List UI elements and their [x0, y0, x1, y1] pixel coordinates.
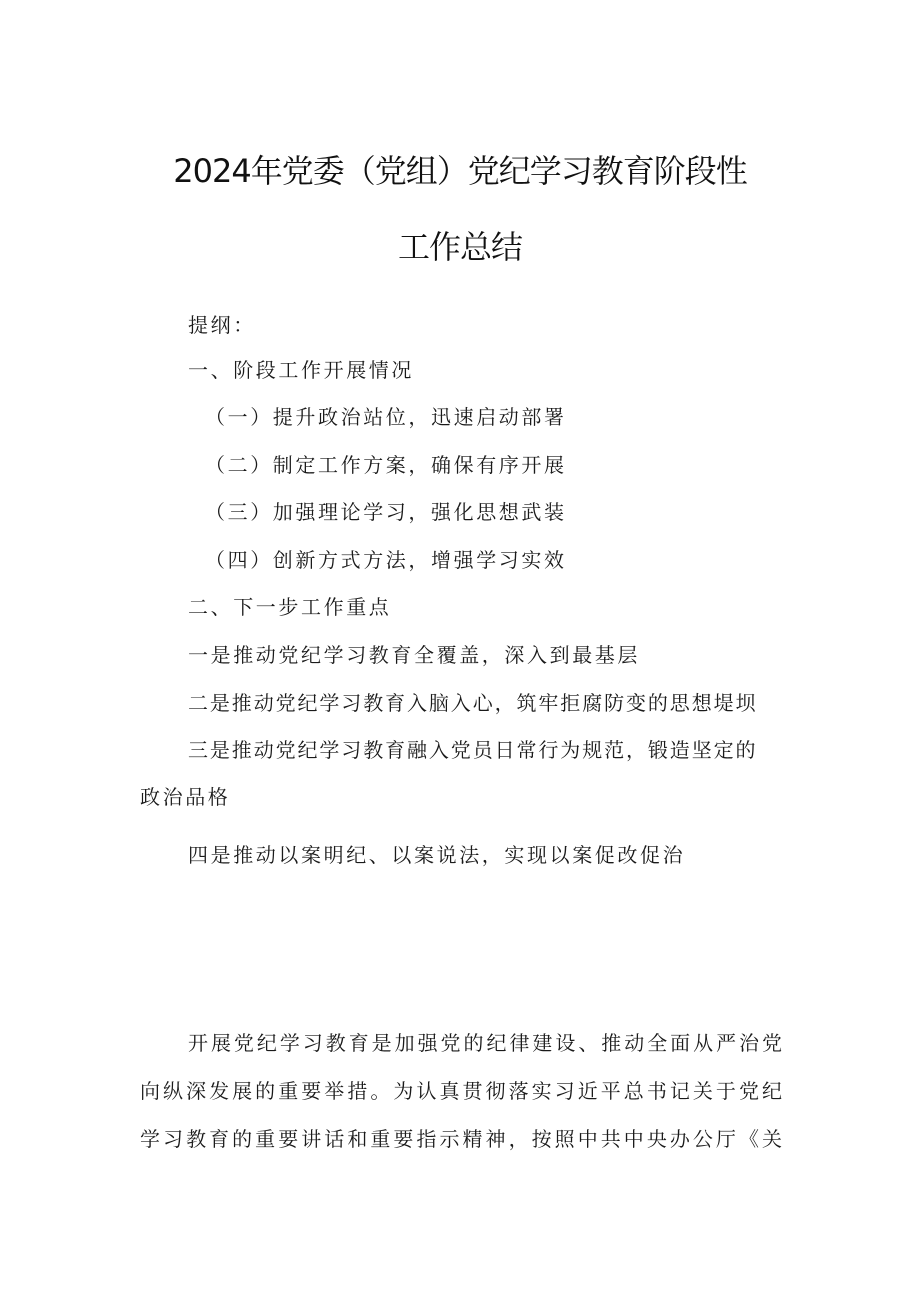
section-1-item-3: （三）加强理论学习，强化思想武装: [205, 500, 567, 524]
body-paragraph-line-2: 向纵深发展的重要举措。为认真贯彻落实习近平总书记关于党纪: [140, 1079, 782, 1103]
outline-label: 提纲：: [188, 313, 256, 337]
section-2-item-2: 二是推动党纪学习教育入脑入心，筑牢拒腐防变的思想堤坝: [188, 691, 758, 715]
section-2-item-3-continued: 政治品格: [140, 785, 231, 809]
section-2-item-4: 四是推动以案明纪、以案说法，实现以案促改促治: [188, 843, 686, 867]
section-1-item-1: （一）提升政治站位，迅速启动部署: [205, 405, 567, 429]
section-2-item-1: 一是推动党纪学习教育全覆盖，深入到最基层: [188, 643, 640, 667]
section-2-item-3: 三是推动党纪学习教育融入党员日常行为规范，锻造坚定的: [188, 738, 758, 762]
section-1-item-2: （二）制定工作方案，确保有序开展: [205, 453, 567, 477]
body-paragraph-line-1: 开展党纪学习教育是加强党的纪律建设、推动全面从严治党: [188, 1031, 782, 1055]
section-1-item-4: （四）创新方式方法，增强学习实效: [205, 548, 567, 572]
document-title-line-2: 工作总结: [397, 228, 522, 266]
body-paragraph-line-3: 学习教育的重要讲话和重要指示精神，按照中共中央办公厅《关: [140, 1127, 782, 1151]
section-1-heading: 一、阶段工作开展情况: [188, 358, 414, 382]
section-2-heading: 二、下一步工作重点: [188, 595, 392, 619]
document-title-line-1: 2024年党委（党组）党纪学习教育阶段性: [173, 152, 747, 190]
